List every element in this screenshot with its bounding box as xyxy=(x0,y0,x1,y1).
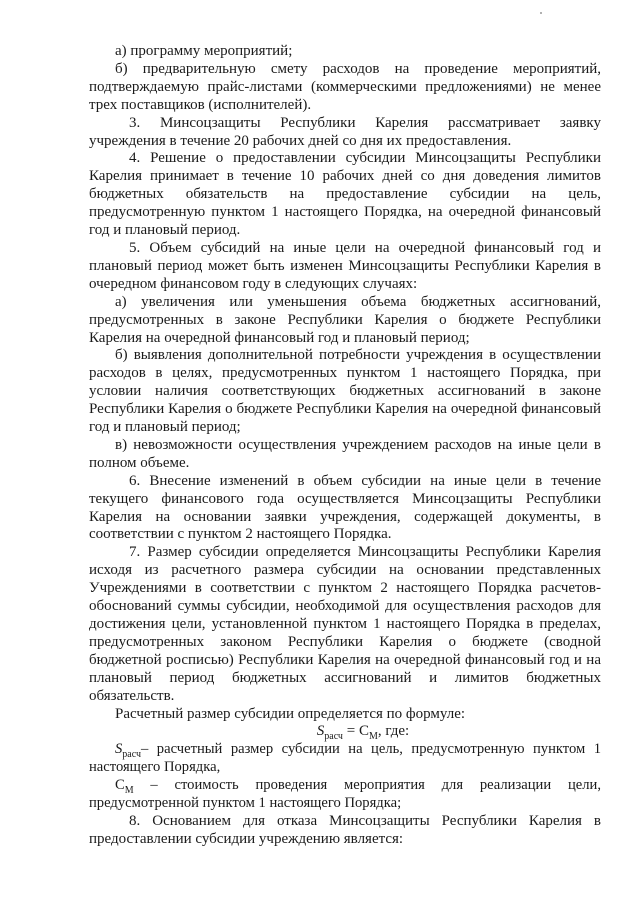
formula-c: С xyxy=(358,723,369,740)
paragraph-formula-intro: Расчетный размер субсидии определяется по формуле: xyxy=(115,705,466,722)
paragraph-a: а) программу мероприятий; xyxy=(115,43,293,59)
def-c-text: – стоимость проведения мероприятия для реализации цели, предусмотренной пунктом 1 настоящего Порядка; xyxy=(89,777,601,812)
formula-c-sub: М xyxy=(368,731,378,743)
def-c-sub: М xyxy=(124,785,134,797)
def-s-sub: расч xyxy=(122,749,142,761)
definition-s xyxy=(89,741,601,777)
paragraph-7: 7. Размер субсидии определяется Минсоцзащиты Республики Карелия исходя из расчетного размера субсидии на основании представленных Учреждениями в соответствии с пунктом 2 настоящего Порядка расчетов-обоснований суммы субсидии, необходимой для осуществления расходов для достижения цели, установленной пунктом 1 настоящего Порядка в пределах, предусмотренных законом Республики Карелия о бюджете (сводной бюджетной росписью) Республики Карелия на очередной финансовый год и на плановый период бюджетных ассигнований и лимитов бюджетных обязательств. xyxy=(89,544,601,704)
paragraph-5a: а) увеличения или уменьшения объема бюджетных ассигнований, предусмотренных в законе Республики Карелия о бюджете Республики Карелия на очередной финансовый год и плановый период; xyxy=(89,293,601,346)
document-body xyxy=(89,43,601,849)
formula-s-sub: расч xyxy=(324,731,343,743)
def-c-symbol: С xyxy=(115,777,125,794)
formula-s: S xyxy=(316,723,325,740)
paragraph-b: б) предварительную смету расходов на проведение мероприятий, подтверждаемую прайс-листами (коммерческими предложениями) не менее трех поставщиков (исполнителей). xyxy=(89,60,601,113)
paragraph-5v: в) невозможности осуществления учреждением расходов на иные цели в полном объеме. xyxy=(89,436,601,471)
formula xyxy=(89,723,601,741)
formula-tail: , где: xyxy=(377,723,410,740)
paragraph-6: 6. Внесение изменений в объем субсидии на иные цели в течение текущего финансового года осуществляется Минсоцзащиты Республики Карелия на основании заявки учреждения, содержащей документы, в соответствии с пунктом 2 настоящего Порядка. xyxy=(89,472,601,543)
paragraph-4: 4. Решение о предоставлении субсидии Минсоцзащиты Республики Карелия принимает в течение 10 рабочих дней со дня доведения лимитов бюджетных обязательств на предоставление субсидии на цель, предусмотренную пунктом 1 настоящего Порядка, на очередной финансовый год и плановый период. xyxy=(89,150,601,239)
paragraph-5: 5. Объем субсидий на иные цели на очередной финансовый год и плановый период может быть изменен Минсоцзащиты Республики Карелия в очередном финансовом году в следующих случаях: xyxy=(89,239,601,292)
paragraph-3: 3. Минсоцзащиты Республики Карелия рассматривает заявку учреждения в течение 20 рабочих дней со дня их предоставления. xyxy=(89,114,601,149)
definition-c xyxy=(89,777,601,813)
scan-speck xyxy=(540,12,542,14)
paragraph-5b: б) выявления дополнительной потребности учреждения в осуществлении расходов в целях, предусмотренных пунктом 1 настоящего Порядка, при условии наличия соответствующих бюджетных ассигнований в законе Республики Карелия о бюджете Республики Карелия на очередной финансовый год и плановый период; xyxy=(89,347,601,436)
def-s-text: – расчетный размер субсидии на цель, предусмотренную пунктом 1 настоящего Порядка, xyxy=(89,741,601,776)
paragraph-8: 8. Основанием для отказа Минсоцзащиты Республики Карелия в предоставлении субсидии учреждению является: xyxy=(89,812,601,847)
formula-eq: = xyxy=(342,723,359,740)
def-s-symbol: S xyxy=(115,741,123,758)
